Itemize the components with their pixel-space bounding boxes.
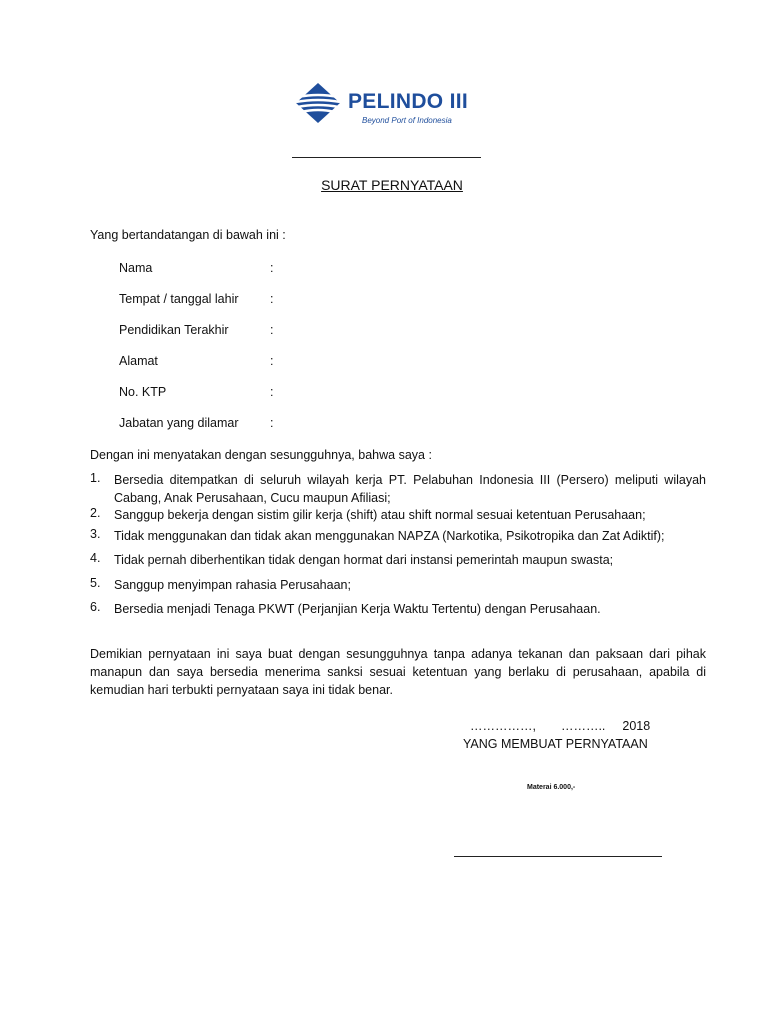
field-colon: : [270, 323, 274, 337]
date-line [470, 719, 650, 733]
date-year: 2018 [622, 719, 651, 733]
field-label-ktp: No. KTP [119, 385, 167, 399]
document-title: SURAT PERNYATAAN [321, 177, 463, 193]
list-item-text: Bersedia ditempatkan di seluruh wilayah kerja PT. Pelabuhan Indonesia III (Persero) meliputi wilayah Cabang, Anak Perusahaan, Cucu maupun Afiliasi; [114, 473, 706, 505]
field-label-jabatan: Jabatan yang dilamar [119, 416, 239, 430]
closing-paragraph: Demikian pernyataan ini saya buat dengan sesungguhnya tanpa adanya tekanan dan paksaan dari pihak manapun dan saya bersedia menerima sanksi sesuai ketentuan yang berlaku di perusahaan, apabila di kemudian hari terbukti pernyataan saya ini tidak benar. [90, 647, 706, 697]
list-item-text: Sanggup bekerja dengan sistim gilir kerja (shift) atau shift normal sesuai ketentuan Perusahaan; [114, 508, 646, 522]
list-item-text: Tidak pernah diberhentikan tidak dengan hormat dari instansi pemerintah maupun swasta; [114, 553, 614, 567]
company-logo [294, 80, 484, 128]
field-label-pendidikan: Pendidikan Terakhir [119, 323, 229, 337]
intro-text: Yang bertandatangan di bawah ini : [90, 228, 286, 242]
field-colon: : [270, 261, 274, 275]
list-number: 4. [90, 551, 101, 565]
list-number: 3. [90, 527, 101, 541]
logo-name: PELINDO III [348, 90, 468, 113]
list-number: 2. [90, 506, 101, 520]
list-item-text: Bersedia menjadi Tenaga PKWT (Perjanjian Kerja Waktu Tertentu) dengan Perusahaan. [114, 602, 601, 616]
pelindo-wave-icon [294, 82, 342, 124]
field-label-nama: Nama [119, 261, 153, 275]
signer-label: YANG MEMBUAT PERNYATAAN [463, 737, 648, 751]
field-label-ttl: Tempat / tanggal lahir [119, 292, 239, 306]
signature-line [454, 856, 662, 857]
list-number: 5. [90, 576, 101, 590]
list-number: 1. [90, 471, 101, 485]
list-item-text: Tidak menggunakan dan tidak akan menggunakan NAPZA (Narkotika, Psikotropika dan Zat Adiktif); [114, 529, 665, 543]
list-item-text: Sanggup menyimpan rahasia Perusahaan; [114, 578, 351, 592]
field-colon: : [270, 385, 274, 399]
date-day: ……….. [560, 719, 606, 733]
header-rule [292, 157, 481, 158]
field-colon: : [270, 416, 274, 430]
materai-label: Materai 6.000,- [527, 784, 576, 791]
field-colon: : [270, 354, 274, 368]
list-number: 6. [90, 600, 101, 614]
field-label-alamat: Alamat [119, 354, 158, 368]
logo-tagline: Beyond Port of Indonesia [362, 116, 452, 125]
date-place: ……………, [470, 719, 536, 733]
field-colon: : [270, 292, 274, 306]
statement-intro: Dengan ini menyatakan dengan sesungguhnya, bahwa saya : [90, 448, 432, 462]
